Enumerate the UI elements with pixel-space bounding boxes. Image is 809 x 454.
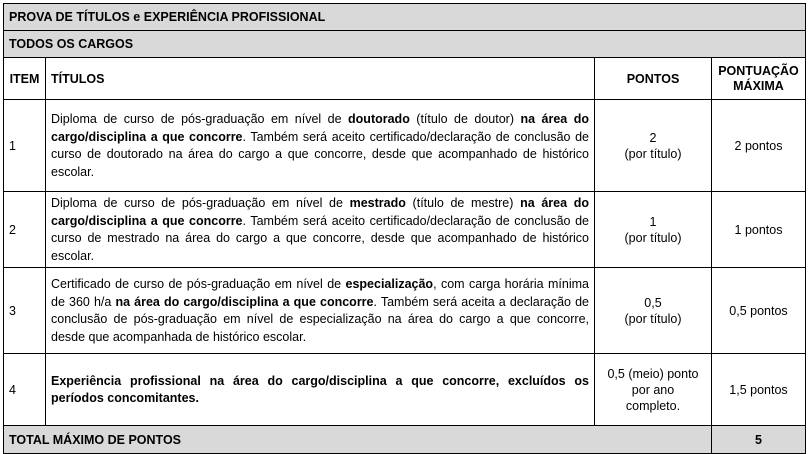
table-row — [4, 268, 806, 354]
item-points: 0,5 (meio) ponto por ano completo. — [595, 354, 712, 426]
table-row — [4, 100, 806, 192]
table-row — [4, 192, 806, 268]
item-points: 1 (por título) — [595, 192, 712, 268]
item-number: 4 — [4, 354, 46, 426]
item-number: 3 — [4, 268, 46, 354]
item-max-points: 0,5 pontos — [712, 268, 806, 354]
column-header-pontuacao-maxima: PONTUAÇÃO MÁXIMA — [712, 58, 806, 100]
table-title-row — [4, 4, 806, 31]
titles-score-table — [3, 3, 806, 454]
total-row — [4, 426, 806, 454]
column-header-row — [4, 58, 806, 100]
table-subtitle-row — [4, 31, 806, 58]
item-max-points: 1,5 pontos — [712, 354, 806, 426]
item-number: 1 — [4, 100, 46, 192]
total-value: 5 — [712, 426, 806, 454]
total-label: TOTAL MÁXIMO DE PONTOS — [4, 426, 712, 454]
item-points: 2 (por título) — [595, 100, 712, 192]
item-points: 0,5 (por título) — [595, 268, 712, 354]
table-row — [4, 354, 806, 426]
item-description: Diploma de curso de pós-graduação em nível de doutorado (título de doutor) na área do cargo/disciplina a que concorre. Também será aceito certificado/declaração de conclusão de curso de doutorado na área do cargo a que concorre, desde que acompanhado de histórico escolar. — [46, 100, 595, 192]
item-description: Certificado de curso de pós-graduação em nível de especialização, com carga horária mínima de 360 h/a na área do cargo/disciplina a que concorre. Também será aceita a declaração de conclusão de pós-graduação em nível de especialização na área do cargo a que concorre, desde que acompanhada de histórico escolar. — [46, 268, 595, 354]
item-description: Diploma de curso de pós-graduação em nível de mestrado (título de mestre) na área do cargo/disciplina a que concorre. Também será aceito certificado/declaração de conclusão de curso de mestrado na área do cargo a que concorre, desde que acompanhado de histórico escolar. — [46, 192, 595, 268]
column-header-pontos: PONTOS — [595, 58, 712, 100]
column-header-titulos: TÍTULOS — [46, 58, 595, 100]
table-subtitle: TODOS OS CARGOS — [4, 31, 806, 58]
item-max-points: 2 pontos — [712, 100, 806, 192]
item-max-points: 1 pontos — [712, 192, 806, 268]
column-header-item: ITEM — [4, 58, 46, 100]
item-number: 2 — [4, 192, 46, 268]
table-title: PROVA DE TÍTULOS e EXPERIÊNCIA PROFISSIONAL — [4, 4, 806, 31]
item-description: Experiência profissional na área do cargo/disciplina a que concorre, excluídos os períodos concomitantes. — [46, 354, 595, 426]
